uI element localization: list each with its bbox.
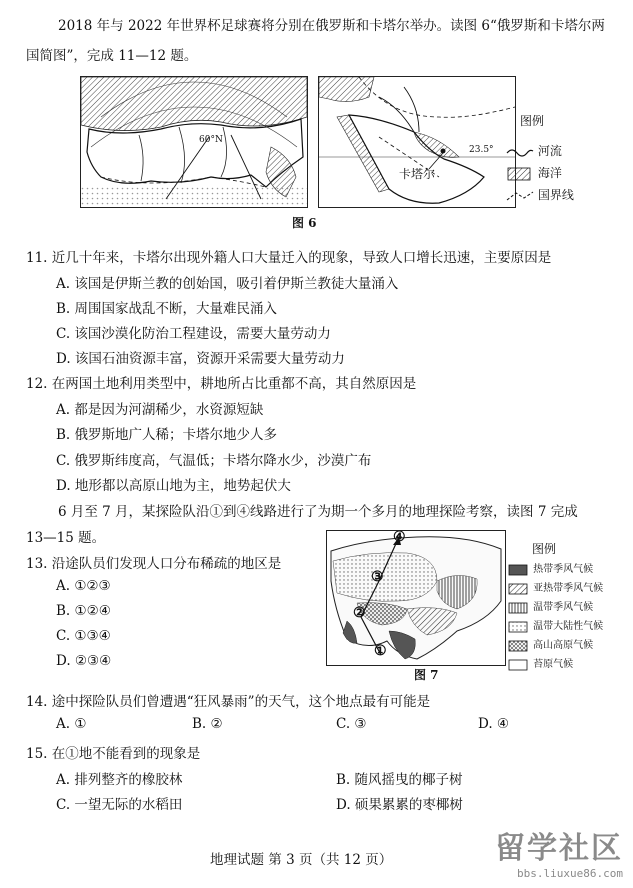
asia-climate-map	[326, 530, 506, 666]
river-symbol-icon	[506, 145, 534, 159]
figure7-legend-item	[508, 636, 593, 652]
intro2-line-1: 6 月至 7 月，某探险队沿①到④线路进行了为期一个多月的地理探险考察，读图 7 完成	[58, 504, 578, 520]
intro-line-1: 2018 年与 2022 年世界杯足球赛将分别在俄罗斯和卡塔尔举办。读图 6“俄罗斯和卡塔尔两	[58, 18, 605, 34]
border-symbol-icon	[506, 189, 534, 203]
qatar-label: 卡塔尔	[399, 167, 436, 181]
q12-option-d: D. 地形都以高原山地为主，地势起伏大	[56, 478, 291, 494]
intro2-line-2: 13—15 题。	[26, 530, 106, 546]
route-marker-1: ①	[374, 643, 387, 659]
legend-border	[506, 186, 574, 203]
figure7-legend-label: 温带大陆性气候	[530, 621, 604, 632]
q15-option-a: A. 排列整齐的橡胶林	[56, 772, 183, 788]
russia-map	[80, 76, 308, 208]
watermark-brand: 留学社区	[495, 831, 623, 866]
legend-sea-label: 海洋	[537, 166, 562, 180]
legend-swatch-icon	[508, 583, 530, 595]
latitude-60-label: 60°N	[199, 135, 223, 145]
legend-swatch-icon	[508, 602, 530, 614]
q12-option-b: B. 俄罗斯地广人稀；卡塔尔地少人多	[56, 427, 278, 443]
q15-option-c: C. 一望无际的水稻田	[56, 797, 183, 813]
page-footer: 地理试题 第 3 页（共 12 页）	[210, 852, 393, 868]
q11-option-d: D. 该国石油资源丰富，资源开采需要大量劳动力	[56, 351, 345, 367]
intro-line-2: 国简图”，完成 11—12 题。	[26, 48, 198, 64]
q14-stem: 14. 途中探险队员们曾遭遇“狂风暴雨”的天气，这个地点最有可能是	[26, 694, 431, 710]
q13-option-c: C. ①③④	[56, 628, 111, 644]
q11-option-c: C. 该国沙漠化防治工程建设，需要大量劳动力	[56, 326, 331, 342]
q15-option-d: D. 硕果累累的枣椰树	[336, 797, 463, 813]
watermark	[495, 823, 623, 880]
q15-option-b: B. 随风摇曳的椰子树	[336, 772, 463, 788]
russia-map-drawing	[81, 77, 307, 207]
figure7-legend-item	[508, 579, 603, 595]
q13-stem: 13. 沿途队员们发现人口分布稀疏的地区是	[26, 556, 282, 572]
q13-option-a: A. ①②③	[56, 578, 111, 594]
q12-option-a: A. 都是因为河湖稀少，水资源短缺	[56, 402, 264, 418]
q12-stem: 12. 在两国土地利用类型中，耕地所占比重都不高，其自然原因是	[26, 376, 417, 392]
figure7-legend-item	[508, 655, 573, 671]
legend-swatch-icon	[508, 659, 530, 671]
figure7-legend-label: 温带季风气候	[530, 602, 594, 613]
route-marker-4: ④	[393, 530, 406, 545]
q12-option-c: C. 俄罗斯纬度高，气温低；卡塔尔降水少，沙漠广布	[56, 453, 372, 469]
legend-border-label: 国界线	[537, 188, 574, 202]
figure7-legend-title: 图例	[532, 542, 557, 556]
qatar-map	[318, 76, 516, 208]
figure7-legend-label: 苔原气候	[530, 659, 574, 670]
legend-river-label: 河流	[537, 144, 562, 158]
legend-river	[506, 142, 562, 159]
figure6-caption: 图 6	[292, 216, 317, 230]
watermark-url: bbs.liuxue86.com	[517, 867, 623, 880]
q11-stem: 11. 近几十年来，卡塔尔出现外籍人口大量迁入的现象，导致人口增长迅速，主要原因是	[26, 250, 552, 266]
q14-option-d: D. ④	[478, 716, 510, 732]
q11-option-a: A. 该国是伊斯兰教的创始国，吸引着伊斯兰教徒大量涌入	[56, 276, 399, 292]
figure7-legend-item	[508, 598, 593, 614]
figure7-legend-label: 亚热带季风气候	[530, 583, 604, 594]
figure7-legend-label: 热带季风气候	[530, 564, 594, 575]
q13-option-d: D. ②③④	[56, 653, 112, 669]
legend-swatch-icon	[508, 640, 530, 652]
sea-symbol-icon	[506, 167, 534, 181]
figure7-caption: 图 7	[414, 668, 439, 682]
q14-option-b: B. ②	[192, 716, 223, 732]
q15-stem: 15. 在①地不能看到的现象是	[26, 746, 201, 762]
q11-option-b: B. 周围国家战乱不断，大量难民涌入	[56, 301, 278, 317]
legend-swatch-icon	[508, 564, 530, 576]
figure6-legend-title: 图例	[520, 114, 545, 128]
asia-climate-map-drawing	[327, 531, 505, 665]
qatar-map-drawing	[319, 77, 515, 207]
route-marker-2: ②	[353, 605, 366, 621]
q14-option-c: C. ③	[336, 716, 367, 732]
figure7-legend-item	[508, 560, 593, 576]
tropic-label: 23.5°	[469, 145, 494, 155]
figure7-legend-label: 高山高原气候	[530, 640, 594, 651]
route-marker-3: ③	[371, 569, 384, 585]
legend-swatch-icon	[508, 621, 530, 633]
figure7-legend-item	[508, 617, 603, 633]
q14-option-a: A. ①	[56, 716, 87, 732]
legend-sea	[506, 164, 562, 181]
q13-option-b: B. ①②④	[56, 603, 111, 619]
